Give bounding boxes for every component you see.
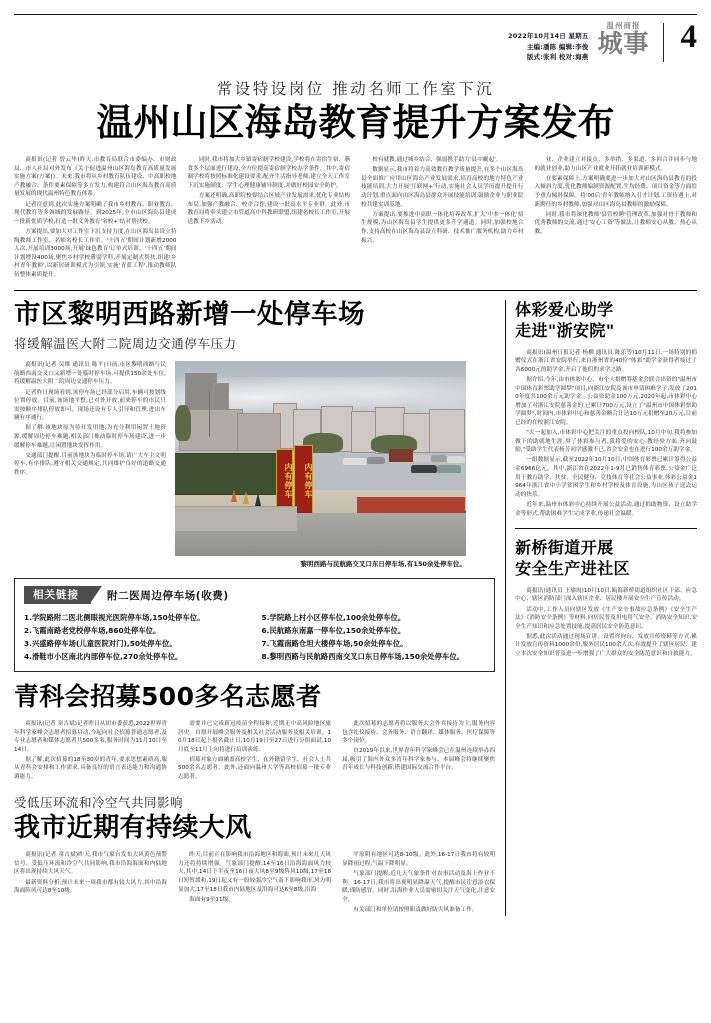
parking-sign-left: 内有停车	[276, 449, 293, 513]
related-links-grid	[24, 612, 485, 663]
parking-body-column	[14, 361, 166, 568]
right-rail-divider	[515, 528, 697, 529]
photo-sidewalk	[175, 506, 297, 530]
photo-caption: 黎明西路与民航路交叉口东日停车场,有150余处停车位。	[300, 560, 466, 569]
lead-title: 温州山区海岛教育提升方案发布	[96, 100, 615, 144]
volunteer-title: 青科会招募500多名志愿者	[14, 682, 322, 712]
publication-date: 2022年10月14日 星期五	[508, 32, 589, 40]
paragraph: 商报讯(通讯员 王瑜霞)10月10日,瓯海新桥街道组织社区干部、应急中心、辖区消防部门深入辖区企业、居民楼开展安全生产宣传活动。	[515, 587, 697, 603]
paragraph: 平原阴有地区可达8-10级。此外,16-17日我市将有较明显降雨过程,气温下降明显。	[342, 852, 496, 867]
photo-car	[447, 456, 465, 463]
wind-column-1	[14, 851, 167, 916]
publication-meta	[508, 22, 588, 63]
community-title-line-1: 新桥街道开展	[515, 538, 614, 558]
traffic-cone	[243, 491, 249, 504]
paragraph: 校有就教,通过城乡结合、强弱携手助力'县中崛起'。	[372, 157, 502, 164]
related-links-box	[14, 578, 495, 672]
related-links-badge: 相关链接	[24, 586, 91, 604]
paragraph: 自2019年以来,世界青年科学家峰会已在温州连续举办四届,吸引了海内外众多青年科学家参与。本届峰会将继续聚焦青年成长与科技创新,搭建国际交流合作平台。	[342, 748, 496, 772]
parking-sign-right: 内有停车	[294, 445, 313, 517]
paragraph: 记者注意到,此次实施方案明确了我市乡村教育、职业教育、现代教育等多领域的发展路径。到2025年,全市山区海岛县建成一批新优质学校,打造一批义务教育'名校+'结对帮扶校。	[14, 201, 177, 225]
photo-car	[413, 455, 431, 462]
traffic-cone	[255, 493, 261, 506]
paragraph: 昨天,目前正在影响我市沿海地区和海面,预计未来几天风力还将持续增强。气象部门提醒,14至16日沿海海面风力较大,其中,14日下半夜至16日夜大风8至9级阵风10级,17至18日短暂缓和,19日起又有一股较强冷空气南下影响我市,风力明显加大,17至18日我市内陆地区及沿海可达6至8级,沿海	[178, 852, 332, 893]
volunteer-column-1	[14, 720, 167, 783]
volunteer-column-3	[342, 720, 495, 783]
paragraph: 在要素保障上,方案明确要进一步加大对山区海岛县教育的投入倾斜力度,优化教师编制资源配置,生均经费、项目资金等方面给予重点倾斜保障。将'00后'青年教师纳入引才计划,工资待遇上,对新聘任的乡村教师,加强对山区海岛县教师的激励保障。	[534, 175, 697, 208]
volunteer-article	[14, 683, 495, 783]
photo-fence	[175, 453, 283, 495]
masthead-content	[508, 19, 697, 63]
lottery-article	[515, 300, 697, 518]
related-links-column-right	[262, 612, 486, 663]
related-links-header	[24, 586, 485, 604]
lead-column-2	[188, 156, 351, 281]
paragraph: 最新资料分析,预计未来一周我市都有较大风力,其中沿海海面阵风可达8至10级。	[14, 879, 168, 895]
community-title-line-2: 安全生产进社区	[515, 559, 630, 579]
lottery-title-line-2: 走进"浙安院"	[515, 320, 615, 340]
wind-column-3	[342, 851, 495, 916]
paragraph: 方案提出,要加大对工作室下沉支持力度,在山区海岛县设立特级教师工作室、名师名校长工作室。'十四五'期间计划新增2000人次,开展培训3000场,开展'绿色教育'订单式培训。'十四五'期间计划增设400场,聚焦乡村学校薄弱学科,开展定制式帮扶,组建'乡村青年教师',以新居研训模式为引领,实施'青蓝工程',推动教师队伍整体素质提升。	[14, 228, 177, 278]
lead-body-columns	[14, 156, 697, 281]
community-article	[515, 538, 697, 658]
paragraph: 有关部门和单位请按照职责做好防大风准备工作。	[353, 906, 478, 913]
paragraph: 方案提出,要推进中高职一体化培养改革,扩大'中本一体化'招生规模,为山区海岛县学生提供更多升学通道。同时,加强校地合作,支持高校在山区海岛县设立科研、技术推广服务机构,助力乡村振兴。	[361, 211, 524, 244]
masthead-top-rule	[14, 14, 697, 15]
related-links-column-left	[24, 612, 248, 663]
paragraph: 近年来,温州市体彩中心持续开展公益活动,通过捐助物资、设立助学金等形式,帮助困难学生完成学业,传递社会温暖。	[515, 502, 697, 517]
paragraph: 此次招募的志愿者将以服务大会外宾接待为主,服务内容包含礼仪接待、会务服务、语言翻译、媒体服务、医疗保障等多个岗位。	[342, 720, 496, 745]
volunteer-column-2	[178, 720, 331, 783]
masthead-divider	[663, 23, 664, 62]
parking-title: 市区黎明西路新增一处停车场	[14, 299, 365, 331]
paragraph: 据悉,此次活动通过现场宣讲、设置咨询台、发放宣传资料等方式,累计发放宣传资料1000余份,服务居民100余人次,有效提升了辖区居民、建立本次安全知识普及进一步增强了广大群众的安全防范意识和自救能力。	[515, 633, 697, 658]
paragraph: 活动中,工作人员向辖区发放《生产安全事故应急条例》《安全生产法》《消防安全条例》等材料,向居民普及用电用气安全、消防安全知识,安全生产知识和应急处置技能,提高居民安全防范意识。	[515, 606, 697, 630]
wind-column-2	[178, 851, 331, 916]
lottery-body	[515, 349, 697, 519]
page-number: 4	[680, 19, 697, 55]
photo-truck	[389, 449, 413, 462]
paragraph: 业、企业建立对接点、多举措、多渠道、多回合并同步与地的就业创业,助力山区产业就业开拓就业培训新模式。	[534, 157, 697, 172]
lottery-title-line-1: 体彩爱心助学	[515, 300, 614, 320]
photo-building	[429, 409, 465, 453]
editor-credits: 主编:潘陈 编辑:李俊	[526, 42, 589, 51]
list-item: 2.飞霞南路老党校停车场,860处停车位。	[24, 626, 161, 636]
paragraph: 需要并已完成新冠疫苗全程接种,近期无中高风险地区旅居史。自愿开展峰会服务及相关社会活动服务及相关培训。10月18日起上报名截止日,10月19日至27日进行分组面试,10月底至11月上旬将进行培训演练。	[178, 720, 332, 753]
paragraph: 数据显示,我市将着力高效教育教学质量提升,在多个山区海岛县全面推广应用山区海岛产业发展需求,培育高校的地方特色产业技能培训,大力开展'互联网+'行动,实施社会人员学历提升提升行动计划,重点面向山区海岛县群众开展技能培训,鼓励企业与职业院校共建实训基地。	[361, 167, 524, 208]
lead-column-4	[535, 156, 698, 281]
list-item: 4.滑鞋市小区南北内部停车位,270余处停车位。	[24, 651, 183, 661]
right-rail	[505, 300, 697, 916]
wind-article	[14, 793, 495, 916]
volunteer-body-columns	[14, 720, 495, 783]
paragraph: "大一起加入,市体彩中心把关注的重点投向校队,10月中旬,我将参加做下的助就地生涯,用了体彩参与者,我将爱的安心,教经验方面,齐向鼓励,"受助学生代表杨芳同学感激不已,省会安金也在进行100余万助学金。	[515, 430, 697, 454]
paper-logo	[597, 22, 649, 56]
parking-lot-photo	[175, 361, 466, 556]
wind-kicker: 受低压环流和冷空气共同影响	[14, 795, 184, 811]
paragraph: 一组数据显示,截至2022年10月10日,中国体育彩票已累计筹得公益金6966亿元。其中,浙江省在2022年1-9月已销售体育彩票,公益金广泛用于教育助学、扶贫、全民健身、竞技体育等社会公益事业,体彩公益金1964年浙江省中小学贫困学生和乡村学校及体育设施,为山区孩子送去运动的快乐。	[515, 457, 697, 498]
paragraph: 据了解,此次招募的18至30岁的青年,要求思想素质高,服从青科会安排和工作需求,具备良好的语言表达能力和沟通协调能力。	[14, 756, 168, 781]
paragraph: 记者昨日现场看到,该停车场已经部分启用,车辆可按划线位置停放。目前,该场地平整,已对外开放,前来停车的市民只需按顺序排队停放即可。现场还设有专人引导和管理,进出车辆有序通行。	[14, 389, 166, 422]
section-divider-rule	[14, 290, 697, 291]
lead-column-3	[361, 156, 524, 281]
paragraph: 同时,我市将加大乡镇寄宿制学校建设,学校将在寄宿生宿、膳食多个层面进行建设,全方位提高寄宿制学校办学条件。其中,寄宿制学校将按照标准化建设要求,配齐生活指导老师,建立全天工作室下沉实施制度、学生心理健康辅导制度,并做好校园安全防护。	[187, 157, 350, 189]
photo-car	[343, 458, 367, 465]
list-item: 8.黎明西路与民航路西南交叉口东日停车场,150余处停车位。	[261, 651, 465, 661]
lead-kicker: 常设特设岗位 推动名师工作室下沉	[216, 80, 495, 98]
paragraph: 气象部门提醒,近几天气象条件对农事活动及海上作业不利。16-17日,我市将出现明显降温天气,提醒市民注意添衣保暖,谨防感冒。同时,沿海作业人员需密切关注天气变化,注意安全。	[342, 870, 496, 903]
paragraph: 商报讯(记者 童吉斌)昨天,我市气象台发布大风黄色预警信号。受低压环流和冷空气共同影响,我市沿海海面和内陆地区将出现持续大风天气。	[14, 852, 168, 876]
parking-article	[14, 300, 495, 916]
paragraph: 招募对象方面涵盖高校学生、在外籍留学生、社会人士共500余名志愿者。此外,还面向温州大学等高校招募一批专业志愿者。	[178, 756, 332, 781]
paragraph: 据介绍,今年,由市体彩中心、市个人捐赠筹基金会联合出资的"温州市中国体育彩票助学圆梦"项目,向浙江安院及该市申请困难学子,发放了2010年度共100余万元助学金。公益资助金100万元,2020年起,市体彩中心增加了对浙江安院慈善金的,已累计700万元,设立了"温州市中国体彩票助学圆梦",时间内,市体彩中心和慈善金额合计达10万元捐赠至20万元,目前已经的在校浙江安院。	[515, 376, 697, 427]
parking-photo-block	[175, 361, 466, 568]
parking-content-row	[14, 361, 495, 568]
paragraph: 同时,我市将深化教师'县管校聘'管理改革,加强对骨干教师和优秀教师的交流,通过'安心工资'等做法,让教师安心从教、热心从教。	[534, 211, 697, 235]
masthead	[14, 0, 697, 78]
photo-car	[411, 465, 437, 473]
wind-title: 我市近期有持续大风	[14, 813, 252, 844]
paragraph: 据了解,该地块原为待开发用地,为充分利用闲置土地资源,缓解周边停车难题,相关部门推动临时停车场建设,进一步缓解停车难题,让闲置地块发挥作用。	[14, 425, 166, 449]
paragraph: 海面有9至11级。	[189, 896, 234, 903]
wind-body-columns	[14, 851, 495, 916]
paragraph: 交通部门提醒,目前该地块为临时停车场,请广大车主文明停车,有序排队,遵守相关交通规定,共同维护良好的道路交通秩序。	[14, 452, 166, 477]
paper-name: 温州商报	[606, 21, 641, 30]
list-item: 7.飞霞南路仓坦大楼停车场,50余处停车位。	[261, 638, 408, 648]
layout-credits: 版式:张利 校对:海燕	[526, 53, 589, 62]
photo-car	[367, 457, 385, 464]
photo-car	[437, 465, 461, 473]
paragraph: 商报讯(记者 曾云毕)昨天,市教育局联合市委编办、市财政局、市人社局对外发布《关于促进温州山区海岛教育高质量发展实施方案(方案)》。未来,我市将从乡村教育队伍建设、中高职校地产教融合、条件要素保障等多方发力,构建符合山区海岛教育高质量发展的现代温州特色教育体系。	[14, 157, 177, 198]
section-name: 城事	[597, 28, 650, 58]
traffic-cone	[231, 489, 237, 502]
related-links-title: 附二医周边停车场(收费)	[107, 589, 229, 602]
lead-column-1	[14, 156, 177, 281]
photo-building	[237, 413, 281, 451]
photo-car	[431, 455, 447, 462]
parking-subtitle: 将缓解温医大附二院周边交通停车压力	[14, 336, 237, 352]
list-item: 6.民航路东南嘉一停车位,150余处停车位。	[261, 626, 406, 636]
community-body	[515, 587, 697, 659]
photo-lamp-post	[209, 391, 210, 437]
list-item: 1.学院路附二医北侧眼视光医院停车场,150处停车位。	[24, 613, 205, 623]
paragraph: 方案还明确,高职院校要结合区域产业发展需求,优化专业结构布局,加强产教融合、校企合作,建设一批高水平专业群。此外,市教育局将牵头建立市管道高中科教研联盟,组建名校长工作室,开展送教下乡活动。	[187, 192, 350, 225]
lead-headline-group	[14, 80, 697, 143]
middle-block	[14, 300, 697, 916]
paragraph: 商报讯(温州日报记者 杨柳 通讯员 陈乐等)10月11日,一场特别的捐赠仪式在浙江省安院举行,来自浙州省的40位"体彩"助学金获得者接过了各6000元的助学金,开启了他们的求学之路。	[515, 349, 697, 373]
photo-tree	[175, 405, 191, 441]
list-item: 3.兴盛路停车场(儿童医院对门),50处停车位。	[24, 638, 177, 648]
list-item: 5.学院路上村小区停车位,100余处停车位。	[261, 613, 406, 623]
paragraph: 商报讯(记者 吴维 通讯员 陈平)日前,市区黎明西路与民航路西南交叉口又新增一处临时停车场,可提供150余处车位,将缓解温医大附二院周边交通停车压力。	[14, 362, 166, 386]
paragraph: 商报讯(记者 童吉斌)记者昨日从团市委获悉,2022世界青年科学家峰会志愿者招募启动,今起向社会招募普通志愿者,及专业志愿者和媒体志愿者共500多名,服务时间为11月10日至14日。	[14, 720, 168, 753]
